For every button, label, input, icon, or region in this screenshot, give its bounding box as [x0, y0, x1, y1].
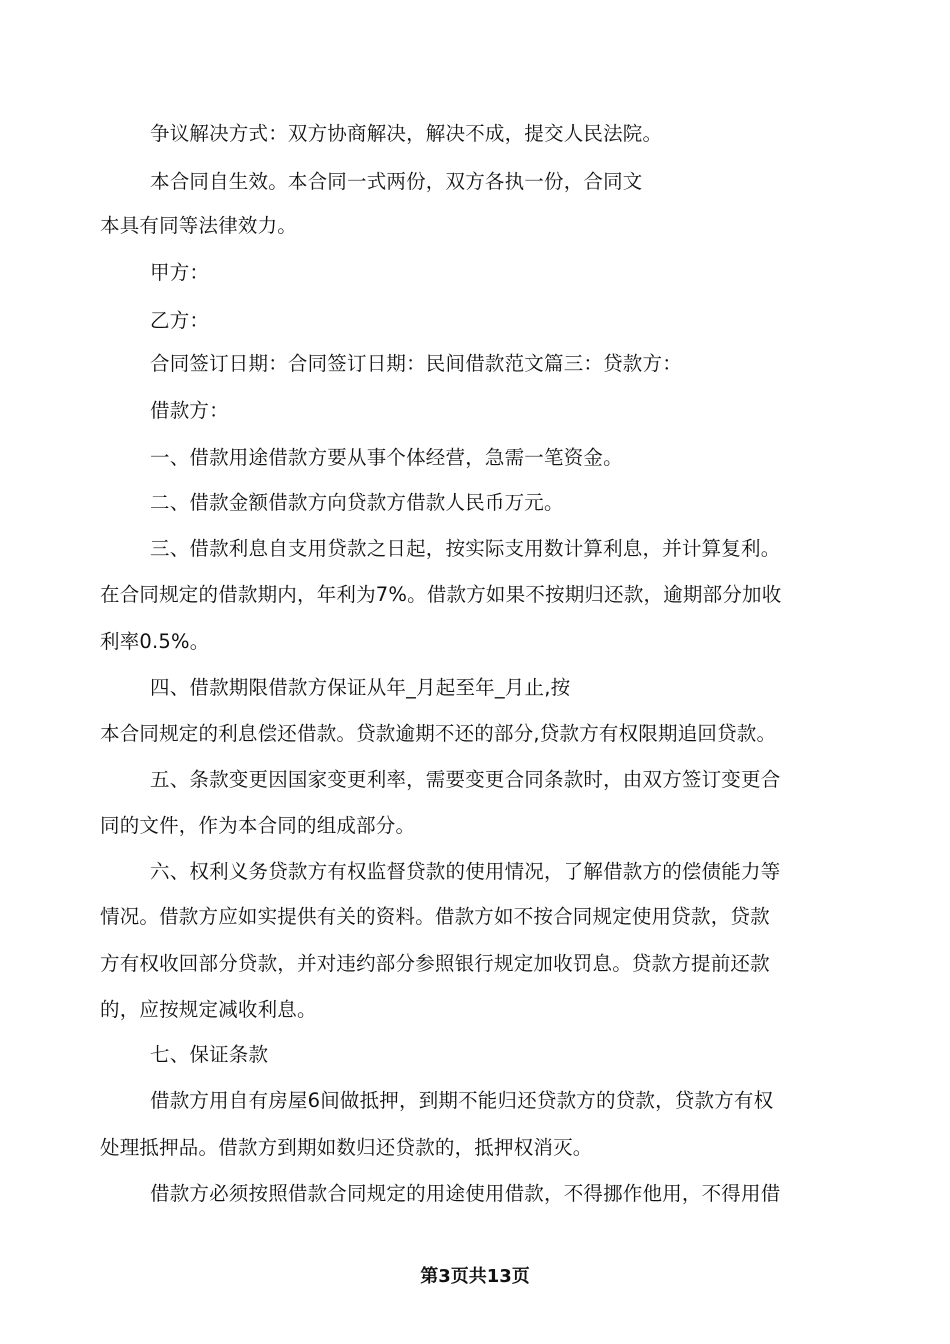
clause-6-line-3: 方有权收回部分贷款，并对违约部分参照银行规定加收罚息。贷款方提前还款 — [100, 952, 770, 975]
clause-1: 一、借款用途借款方要从事个体经营，急需一笔资金。 — [150, 446, 623, 469]
clause-6-line-4: 的，应按规定减收利息。 — [100, 998, 317, 1021]
clause-5-line-1: 五、条款变更因国家变更利率，需要变更合同条款时，由双方签订变更合 — [150, 768, 781, 791]
party-b-label: 乙方： — [150, 309, 210, 332]
page-number-footer: 第3页共13页 — [420, 1266, 530, 1287]
signing-date-line: 合同签订日期：合同签订日期：民间借款范文篇三：贷款方： — [150, 352, 682, 375]
paragraph-dispute-resolution: 争议解决方式：双方协商解决，解决不成，提交人民法院。 — [150, 122, 663, 145]
clause-7-line-3: 借款方必须按照借款合同规定的用途使用借款，不得挪作他用，不得用借 — [150, 1182, 781, 1205]
party-a-label: 甲方： — [150, 261, 210, 284]
paragraph-effect-line-1: 本合同自生效。本合同一式两份，双方各执一份，合同文 — [150, 170, 643, 193]
clause-2: 二、借款金额借款方向贷款方借款人民币万元。 — [150, 491, 564, 514]
clause-7-heading: 七、保证条款 — [150, 1043, 269, 1066]
clause-7-line-2: 处理抵押品。借款方到期如数归还贷款的，抵押权消灭。 — [100, 1136, 593, 1159]
clause-3-line-3: 利率0.5%。 — [100, 630, 210, 653]
borrower-label: 借款方： — [150, 399, 229, 422]
clause-3-line-1: 三、借款利息自支用贷款之日起，按实际支用数计算利息，并计算复利。 — [150, 537, 781, 560]
clause-4-line-1: 四、借款期限借款方保证从年_月起至年_月止,按 — [150, 676, 571, 699]
clause-5-line-2: 同的文件，作为本合同的组成部分。 — [100, 814, 416, 837]
clause-4-line-2: 本合同规定的利息偿还借款。贷款逾期不还的部分,贷款方有权限期追回贷款。 — [100, 722, 777, 745]
clause-6-line-2: 情况。借款方应如实提供有关的资料。借款方如不按合同规定使用贷款，贷款 — [100, 905, 770, 928]
clause-3-line-2: 在合同规定的借款期内，年利为7%。借款方如果不按期归还款，逾期部分加收 — [100, 583, 782, 606]
paragraph-effect-line-2: 本具有同等法律效力。 — [100, 214, 298, 237]
clause-6-line-1: 六、权利义务贷款方有权监督贷款的使用情况，了解借款方的偿债能力等 — [150, 860, 781, 883]
clause-7-line-1: 借款方用自有房屋6间做抵押，到期不能归还贷款方的贷款，贷款方有权 — [150, 1089, 774, 1112]
